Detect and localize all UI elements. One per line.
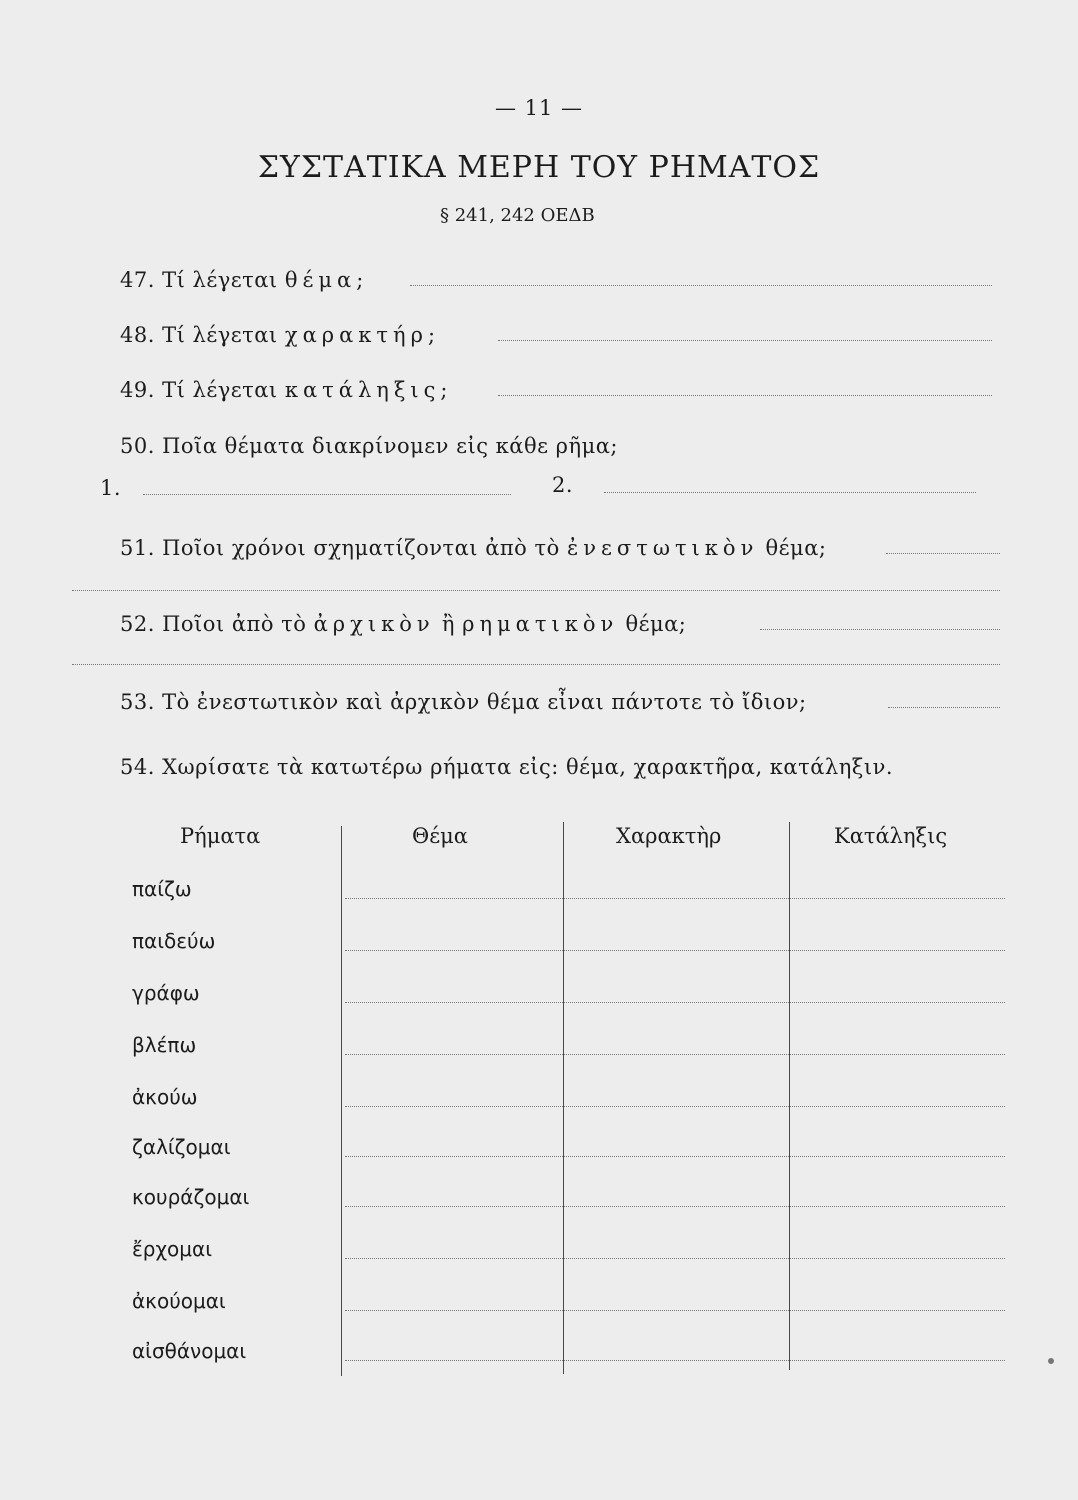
question-term: ἀρχικὸν [313,612,435,636]
answer-row-line[interactable] [345,1156,1005,1157]
question-47 [120,268,368,292]
col-header-characteristic: Χαρακτὴρ [616,824,722,848]
answer-line-48[interactable] [498,340,992,341]
answer-line-53[interactable] [888,707,1000,708]
blank-label-1: 1. [100,476,122,500]
verb-cell: βλέπω [132,1033,197,1057]
question-text: Τί λέγεται [162,323,278,347]
question-number: 51. [120,536,155,560]
question-number: 47. [120,268,155,292]
verb-cell: ἔρχομαι [132,1237,212,1261]
question-54 [120,755,893,779]
verb-cell: παίζω [132,877,192,901]
question-text: Χωρίσατε τὰ κατωτέρω ρήματα εἰς: θέμα, χαρακτῆρα, κατάληξιν. [162,755,894,779]
question-number: 48. [120,323,155,347]
col-header-verbs: Ρήματα [180,824,261,848]
verb-cell: ἀκούομαι [132,1289,226,1313]
answer-line-50-1[interactable] [143,494,511,495]
verb-cell: γράφω [132,981,200,1005]
question-text-end: θέμα; [625,612,687,636]
column-divider [789,822,790,1370]
verb-cell: παιδεύω [132,929,216,953]
answer-row-line[interactable] [345,1258,1005,1259]
answer-row-line[interactable] [345,1206,1005,1207]
question-term: ἐνεστωτικὸν [566,536,759,560]
question-text: Τὸ ἐνεστωτικὸν καὶ ἀρχικὸν θέμα εἶναι πάντοτε τὸ ἴδιον; [162,690,807,714]
column-divider [563,822,564,1374]
answer-line-50-2[interactable] [604,492,976,493]
question-number: 50. [120,434,155,458]
question-text: Τί λέγεται [162,268,278,292]
question-term: θέμα; [284,268,369,292]
question-text: Ποῖοι ἀπὸ τὸ [162,612,307,636]
answer-row-line[interactable] [345,950,1005,951]
question-text: Ποῖα θέματα διακρίνομεν εἰς κάθε ρῆμα; [162,434,618,458]
verb-cell: κουράζομαι [132,1185,250,1209]
question-53 [120,690,807,714]
page-number: — 11 — [494,96,584,120]
question-49 [120,378,453,402]
verb-cell: αἰσθάνομαι [132,1339,247,1363]
page-title: ΣΥΣΤΑΤΙΚΑ ΜΕΡΗ ΤΟΥ ΡΗΜΑΤΟΣ [257,150,821,185]
question-52 [120,612,686,636]
answer-row-line[interactable] [345,1310,1005,1311]
answer-row-line[interactable] [345,898,1005,899]
answer-line-51a[interactable] [886,553,1000,554]
answer-line-51b[interactable] [72,590,1000,591]
col-header-stem: Θέμα [412,824,468,848]
question-50 [120,434,618,458]
question-text-end: θέμα; [765,536,827,560]
answer-row-line[interactable] [345,1106,1005,1107]
answer-line-47[interactable] [410,285,992,286]
question-number: 54. [120,755,155,779]
answer-row-line[interactable] [345,1002,1005,1003]
question-term: ρηματικὸν [462,612,619,636]
blank-label-2: 2. [552,473,574,497]
question-number: 53. [120,690,155,714]
answer-row-line[interactable] [345,1360,1005,1361]
col-header-ending: Κατάληξις [834,824,948,848]
section-reference: § 241, 242 ΟΕΔΒ [440,205,595,226]
question-48 [120,323,440,347]
question-number: 49. [120,378,155,402]
verb-cell: ζαλίζομαι [132,1135,231,1159]
question-term: κατάληξις; [284,378,453,402]
column-divider [341,826,342,1376]
question-text-mid: ἢ [441,612,455,636]
answer-line-52b[interactable] [72,664,1000,665]
question-term: χαρακτήρ; [284,323,441,347]
verb-cell: ἀκούω [132,1085,198,1109]
question-51 [120,536,826,560]
question-number: 52. [120,612,155,636]
answer-line-52a[interactable] [760,629,1000,630]
question-text: Τί λέγεται [162,378,278,402]
answer-row-line[interactable] [345,1054,1005,1055]
paper-speck [1048,1358,1054,1364]
question-text: Ποῖοι χρόνοι σχηματίζονται ἀπὸ τὸ [162,536,560,560]
answer-line-49[interactable] [498,395,992,396]
